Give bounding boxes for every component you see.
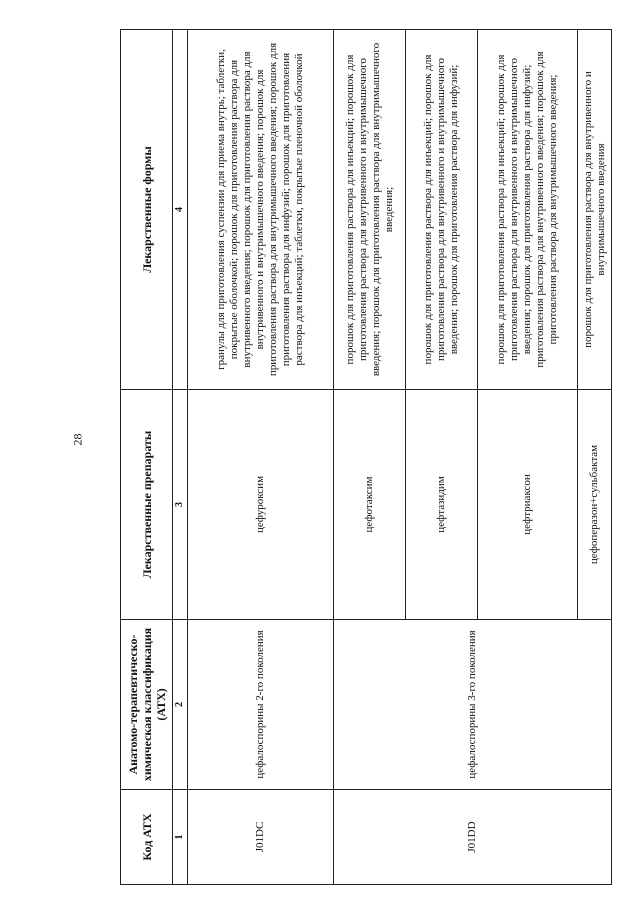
column-number: 3 <box>173 390 188 620</box>
header-code: Код АТХ <box>121 790 173 885</box>
drug-name: цефоперазон+сульбактам <box>578 390 612 620</box>
page-number: 28 <box>70 433 85 446</box>
drug-name: цефтриаксон <box>478 390 578 620</box>
table-row <box>334 30 406 885</box>
drug-forms: порошок для приготовления раствора для инъекций; порошок для приготовления раствора для внутривенного и внутримышечного введения; порошок для приготовления раствора для инфузий; <box>406 30 478 390</box>
drug-name: цефтазидим <box>406 390 478 620</box>
column-number: 4 <box>173 30 188 390</box>
drug-name: цефуроксим <box>188 390 334 620</box>
atc-code: J01DD <box>334 790 612 885</box>
drug-forms: порошок для приготовления раствора для инъекций; порошок для приготовления раствора для внутривенного и внутримышечного введения; порошок для приготовления раствора для внутримышечного введения; <box>334 30 406 390</box>
drug-name: цефотаксим <box>334 390 406 620</box>
table-row <box>188 30 334 885</box>
header-drugs: Лекарственные препараты <box>121 390 173 620</box>
rotated-table-container <box>120 30 610 885</box>
header-classification: Анатомо-терапевтическо-химическая классификация (АТХ) <box>121 620 173 790</box>
column-number-row <box>173 30 188 885</box>
drug-forms: порошок для приготовления раствора для инъекций; порошок для приготовления раствора для внутривенного и внутримышечного введения; порошок для приготовления раствора для инфузий; приготовления раствора для внутривенного введения; порошок для приготовления раствора для внутримышечного введения; <box>478 30 578 390</box>
header-row <box>121 30 173 885</box>
atc-code: J01DC <box>188 790 334 885</box>
drug-table <box>120 29 612 885</box>
header-forms: Лекарственные формы <box>121 30 173 390</box>
atc-classification: цефалоспорины 2-го поколения <box>188 620 334 790</box>
column-number: 2 <box>173 620 188 790</box>
atc-classification: цефалоспорины 3-го поколения <box>334 620 612 790</box>
drug-forms: порошок для приготовления раствора для внутривенного и внутримышечного введения <box>578 30 612 390</box>
column-number: 1 <box>173 790 188 885</box>
drug-forms: гранулы для приготовления суспензии для приема внутрь; таблетки, покрытые оболочкой; порошок для приготовления раствора для внутривенного введения; порошок для приготовления раствора для внутривенного и внутримышечного введения; порошок для приготовления раствора для внутримышечного введения; порошок для приготовления раствора для инфузий; порошок для приготовления раствора для инъекций; таблетки, покрытые пленочной оболочкой <box>188 30 334 390</box>
